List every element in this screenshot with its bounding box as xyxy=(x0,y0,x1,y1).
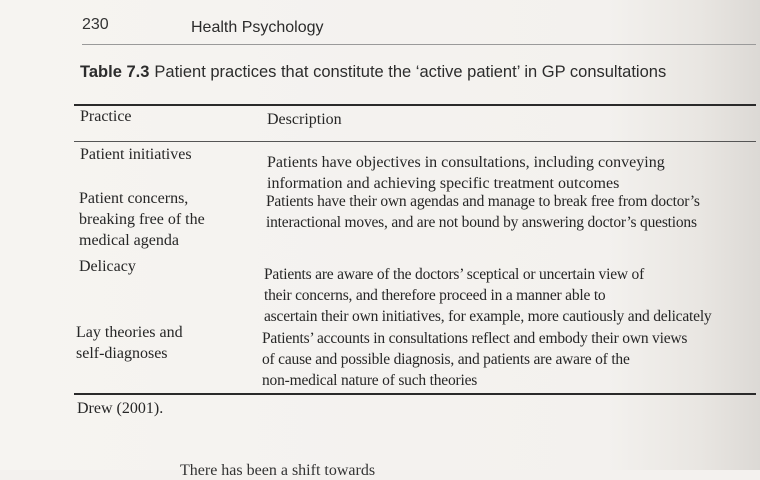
table-caption-text: Patient practices that constitute the ‘active patient’ in GP consultations xyxy=(154,63,667,81)
table-row-description xyxy=(267,152,665,194)
practice-line: breaking free of the xyxy=(79,211,205,228)
table-bottom-rule xyxy=(74,393,756,395)
description-line: Patients have their own agendas and manage to break free from doctor’s xyxy=(266,193,700,210)
table-top-rule xyxy=(74,104,756,106)
description-line: Patients have objectives in consultations, including conveying xyxy=(267,154,665,171)
description-line: non-medical nature of such theories xyxy=(262,372,478,389)
page-number: 230 xyxy=(82,16,109,33)
running-head xyxy=(82,14,752,44)
description-line: their concerns, and therefore proceed in a manner able to xyxy=(264,287,606,304)
table-row-description xyxy=(264,264,711,327)
table-row-practice xyxy=(79,256,136,277)
practice-line: Lay theories and xyxy=(76,324,183,341)
description-line: Patients’ accounts in consultations reflect and embody their own views xyxy=(262,330,688,347)
practice-line: self-diagnoses xyxy=(76,345,168,362)
practice-line: Patient initiatives xyxy=(80,146,192,163)
practice-line: medical agenda xyxy=(79,232,179,249)
header-divider xyxy=(82,44,756,45)
description-line: information and achieving specific treatment outcomes xyxy=(267,175,620,192)
table-source: Drew (2001). xyxy=(77,400,164,417)
description-line: of cause and possible diagnosis, and patients are aware of the xyxy=(262,351,630,368)
column-header-description: Description xyxy=(267,111,342,128)
body-text-partial-line: There has been a shift towards xyxy=(180,462,376,479)
table-row-practice xyxy=(79,188,205,251)
table-row-description xyxy=(262,328,687,391)
running-title: Health Psychology xyxy=(191,19,324,36)
table-row-practice xyxy=(76,322,183,364)
column-header-practice: Practice xyxy=(80,108,132,125)
table-caption xyxy=(80,63,750,82)
description-line: Patients are aware of the doctors’ sceptical or uncertain view of xyxy=(264,266,645,283)
table-header-rule xyxy=(74,141,756,142)
table-row-practice xyxy=(80,144,192,165)
description-line: ascertain their own initiatives, for example, more cautiously and delicately xyxy=(264,308,712,325)
practice-line: Delicacy xyxy=(79,258,136,275)
description-line: interactional moves, and are not bound by answering doctor’s questions xyxy=(266,214,697,231)
table-label: Table 7.3 xyxy=(80,63,150,81)
table-row-description xyxy=(266,191,700,233)
practice-line: Patient concerns, xyxy=(79,190,189,207)
